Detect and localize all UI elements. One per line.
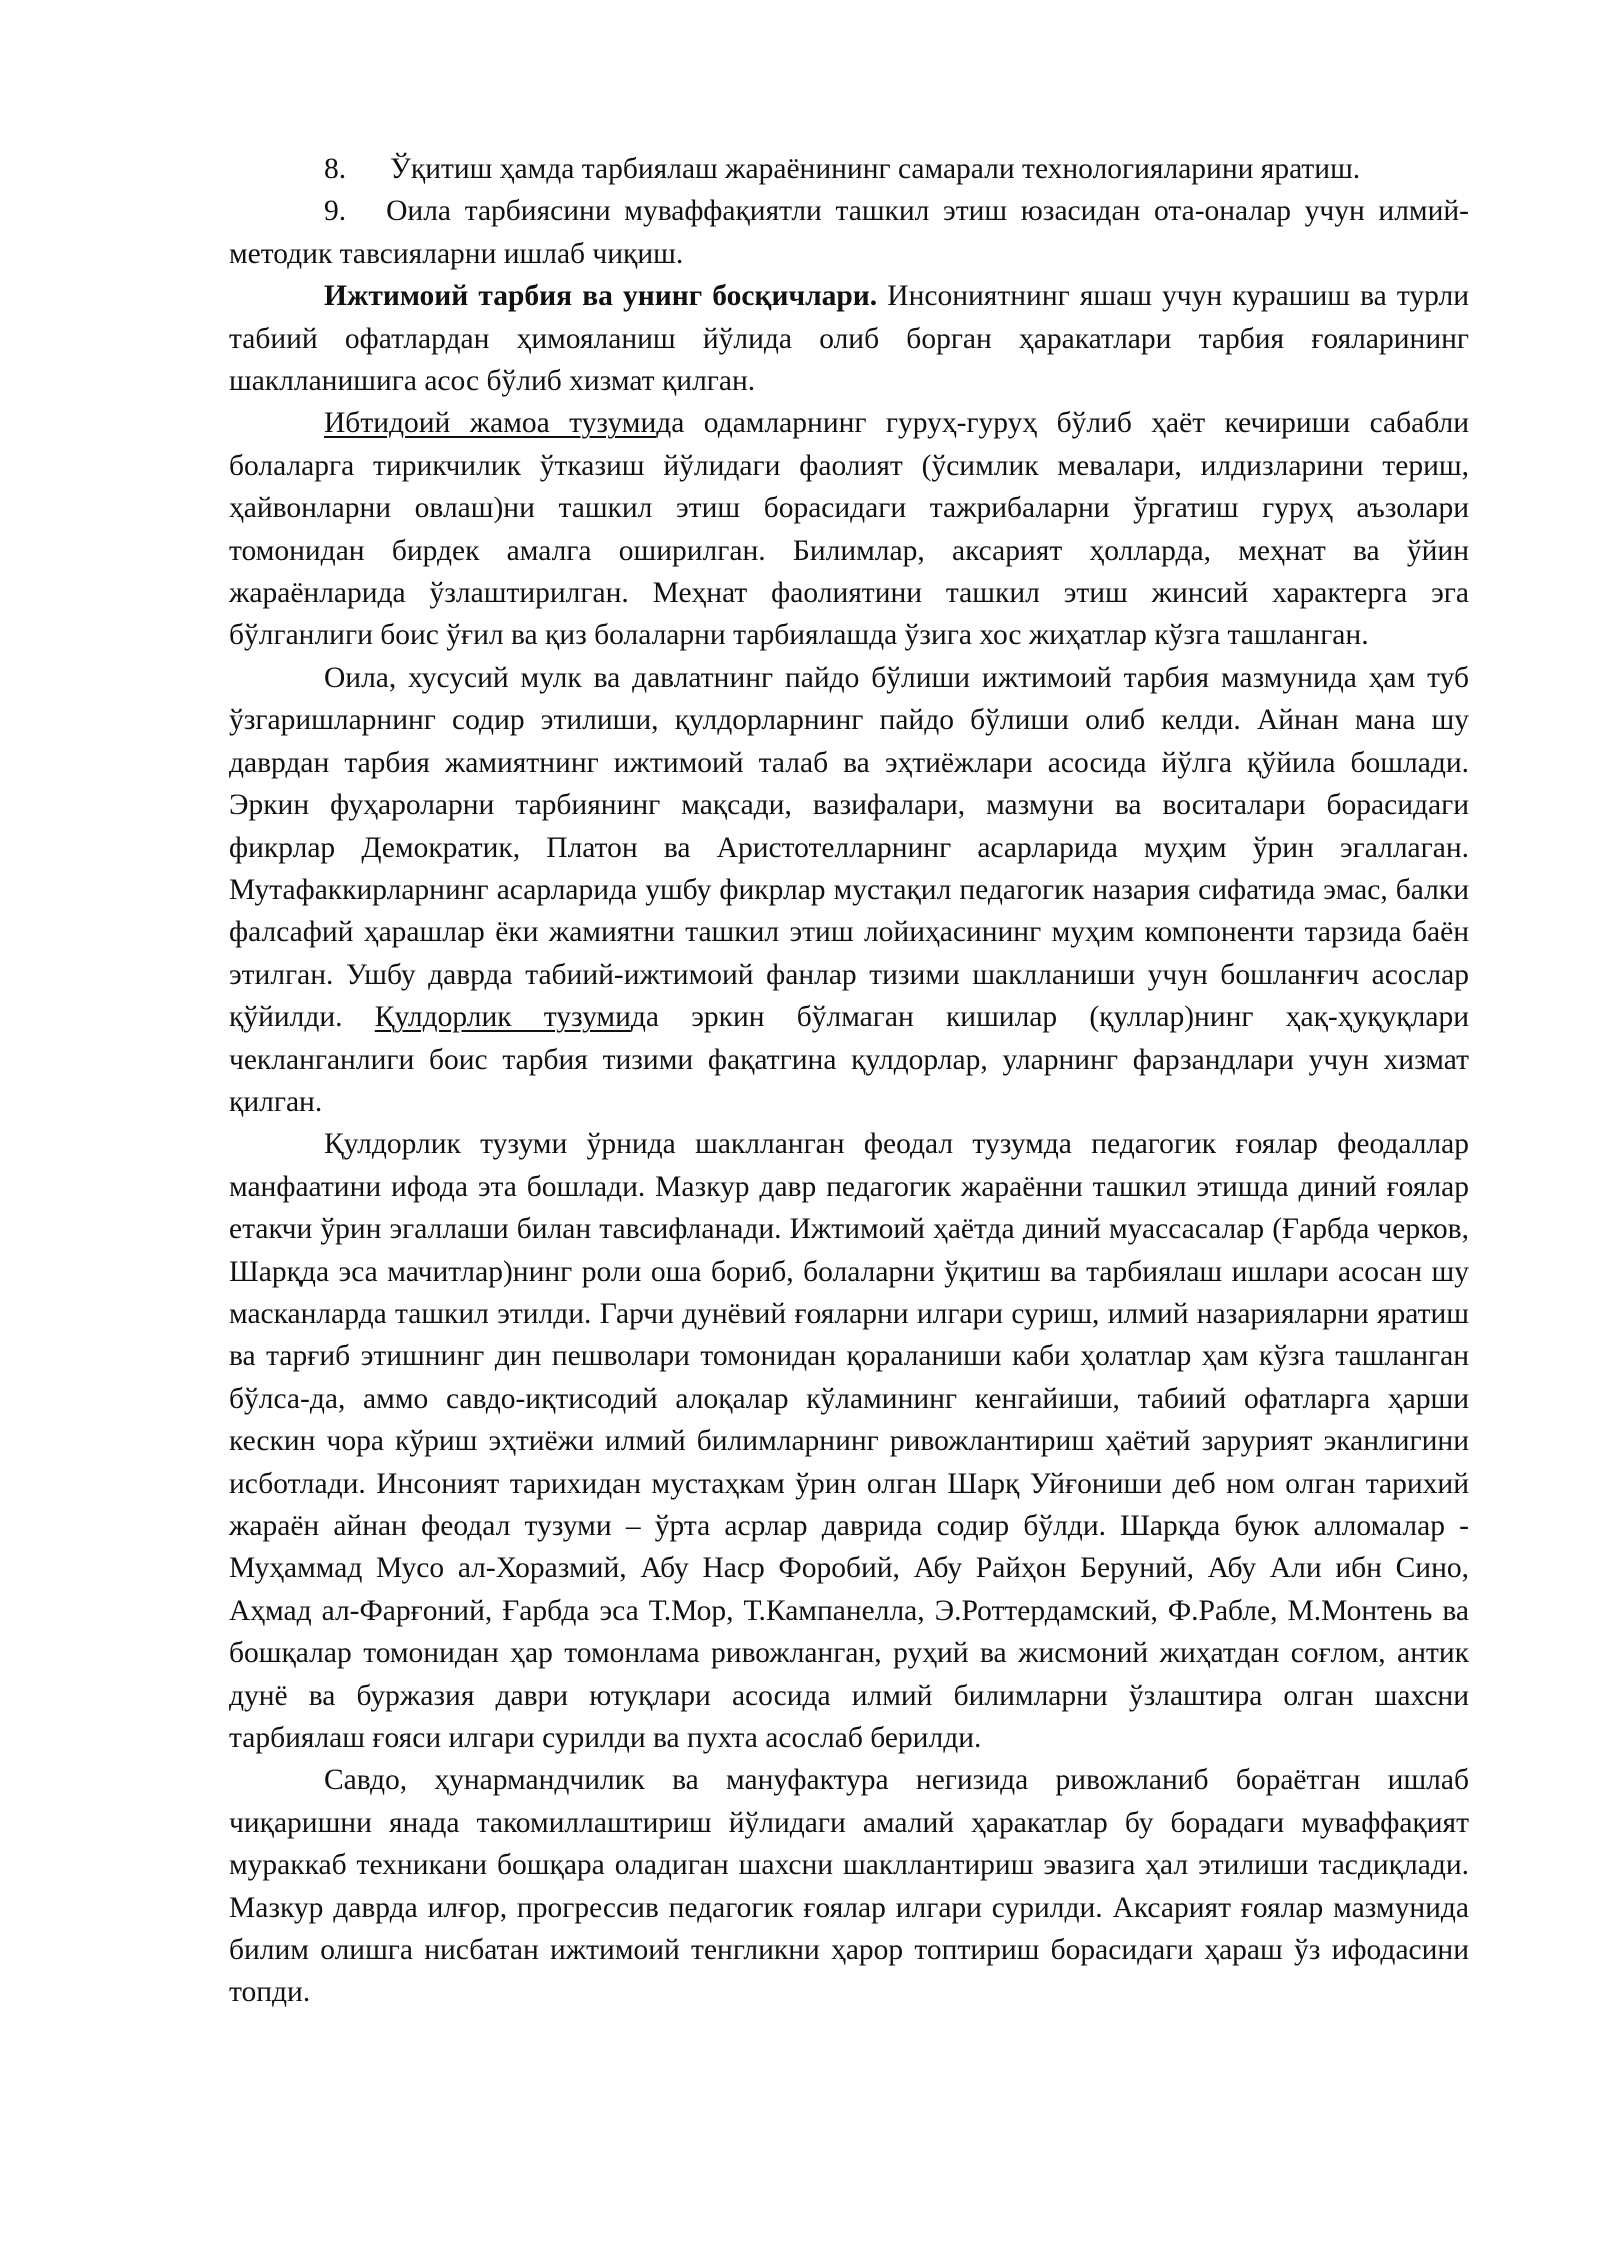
paragraph-social-education bbox=[229, 275, 1469, 402]
underlined-term: Қулдорлик тузуми bbox=[374, 1001, 631, 1034]
paragraph-text: Оила, хусусий мулк ва давлатнинг пайдо бўлиши ижтимоий тарбия мазмунида ҳам туб ўзгаришларнинг содир этилиши, қулдорларнинг пайдо бўлиши олиб келди. Айнан мана шу даврдан тарбия жамиятнинг ижтимоий талаб ва эҳтиёжлари асосида йўлга қўйила бошлади. Эркин фуҳароларни тарбиянинг мақсади, вазифалари, мазмуни ва воситалари борасидаги фикрлар Демократик, Платон ва Аристотелларнинг асарларида муҳим ўрин эгаллаган. Мутафаккирларнинг асарларида ушбу фикрлар мустақил педагогик назария сифатида эмас, балки фалсафий ҳарашлар ёки жамиятни ташкил этиш лойиҳасининг муҳим компоненти тарзида баён этилган. Ушбу даврда табиий-ижтимоий фанлар тизими шаклланиши учун бошланғич асослар қўйилди. bbox=[229, 661, 1469, 1034]
list-item-9 bbox=[229, 190, 1469, 275]
list-text: Ўқитиш ҳамда тарбиялаш жараёнининг самарали технологияларини яратиш. bbox=[390, 153, 1361, 185]
list-item-8 bbox=[229, 148, 1469, 190]
section-heading: Ижтимоий тарбия ва унинг босқичлари. bbox=[324, 280, 878, 313]
list-text: Оила тарбиясини муваффақиятли ташкил этиш юзасидан ота-оналар учун илмий-методик тавсияларни ишлаб чиқиш. bbox=[229, 195, 1469, 270]
document-page bbox=[229, 148, 1469, 2014]
paragraph-feudal: Қулдорлик тузуми ўрнида шаклланган феодал тузумда педагогик ғоялар феодаллар манфаатини ифода эта бошлади. Мазкур давр педагогик жараённи ташкил этишда диний ғоялар етакчи ўрин эгаллаши билан тавсифланади. Ижтимоий ҳаётда диний муассасалар (Ғарбда черков, Шарқда эса мачитлар)нинг роли оша бориб, болаларни ўқитиш ва тарбиялаш ишлари асосан шу масканларда ташкил этилди. Гарчи дунёвий ғояларни илгари суриш, илмий назарияларни яратиш ва тарғиб этишнинг дин пешволари томонидан қораланиши каби ҳолатлар ҳам кўзга ташланган бўлса-да, аммо савдо-иқтисодий алоқалар кўламининг кенгайиши, табиий офатларга ҳарши кескин чора кўриш эҳтиёжи илмий билимларнинг ривожлантириш ҳаётий зарурият эканлигини исботлади. Инсоният тарихидан мустаҳкам ўрин олган Шарқ Уйғониши деб ном олган тарихий жараён айнан феодал тузуми – ўрта асрлар даврида содир бўлди. Шарқда буюк алломалар - Муҳаммад Мусо ал-Хоразмий, Абу Наср Форобий, Абу Райҳон Беруний, Абу Али ибн Сино, Аҳмад ал-Фарғоний, Ғарбда эса Т.Мор, Т.Кампанелла, Э.Роттердамский, Ф.Рабле, М.Монтень ва бошқалар томонидан ҳар томонлама ривожланган, руҳий ва жисмоний жиҳатдан соғлом, антик дунё ва буржазия даври ютуқлари асосида илмий билимларни ўзлаштира олган шахсни тарбиялаш ғояси илгари сурилди ва пухта асослаб берилди. bbox=[229, 1128, 1469, 1755]
paragraph-text: Инсониятнинг яшаш учун курашиш ва турли табиий офатлардан ҳимояланиш йўлида олиб борган ҳаракатлари тарбия ғояларининг шаклланишига асос бўлиб хизмат қилган. bbox=[229, 280, 1469, 398]
paragraph-slavery bbox=[229, 657, 1469, 1123]
paragraph-primitive-society bbox=[229, 402, 1469, 656]
paragraph-manufacture: Савдо, ҳунармандчилик ва мануфактура негизида ривожланиб бораётган ишлаб чиқаришни янада такомиллаштириш йўлидаги амалий ҳаракатлар бу борадаги муваффақият мураккаб техникани бошқара оладиган шахсни шакллантириш эвазига ҳал этилиши тасдиқлади. Мазкур даврда илғор, прогрессив педагогик ғоялар илгари сурилди. Аксарият ғоялар мазмунида билим олишга нисбатан ижтимоий тенгликни ҳарор топтириш борасидаги ҳараш ўз ифодасини топди. bbox=[229, 1764, 1469, 2009]
list-number: 9. bbox=[324, 195, 347, 228]
list-number: 8. bbox=[324, 153, 347, 185]
paragraph-text: да одамларнинг гуруҳ-гуруҳ бўлиб ҳаёт кечириши сабабли болаларга тирикчилик ўтказиш йўлидаги фаолият (ўсимлик мевалари, илдизларини териш, ҳайвонларни овлаш)ни ташкил этиш борасидаги тажрибаларни ўргатиш гуруҳ аъзолари томонидан бирдек амалга оширилган. Билимлар, аксарият ҳолларда, меҳнат ва ўйин жараёнларида ўзлаштирилган. Меҳнат фаолиятини ташкил этиш жинсий характерга эга бўлганлиги боис ўғил ва қиз болаларни тарбиялашда ўзига хос жиҳатлар кўзга ташланган. bbox=[229, 407, 1469, 652]
underlined-term: Ибтидоий жамоа тузуми bbox=[324, 407, 657, 440]
paragraph-text: да эркин бўлмаган кишилар (қуллар)нинг ҳақ-ҳуқуқлари чекланганлиги боис тарбия тизими фақатгина қулдорлар, уларнинг фарзандлари учун хизмат қилган. bbox=[229, 1001, 1469, 1118]
